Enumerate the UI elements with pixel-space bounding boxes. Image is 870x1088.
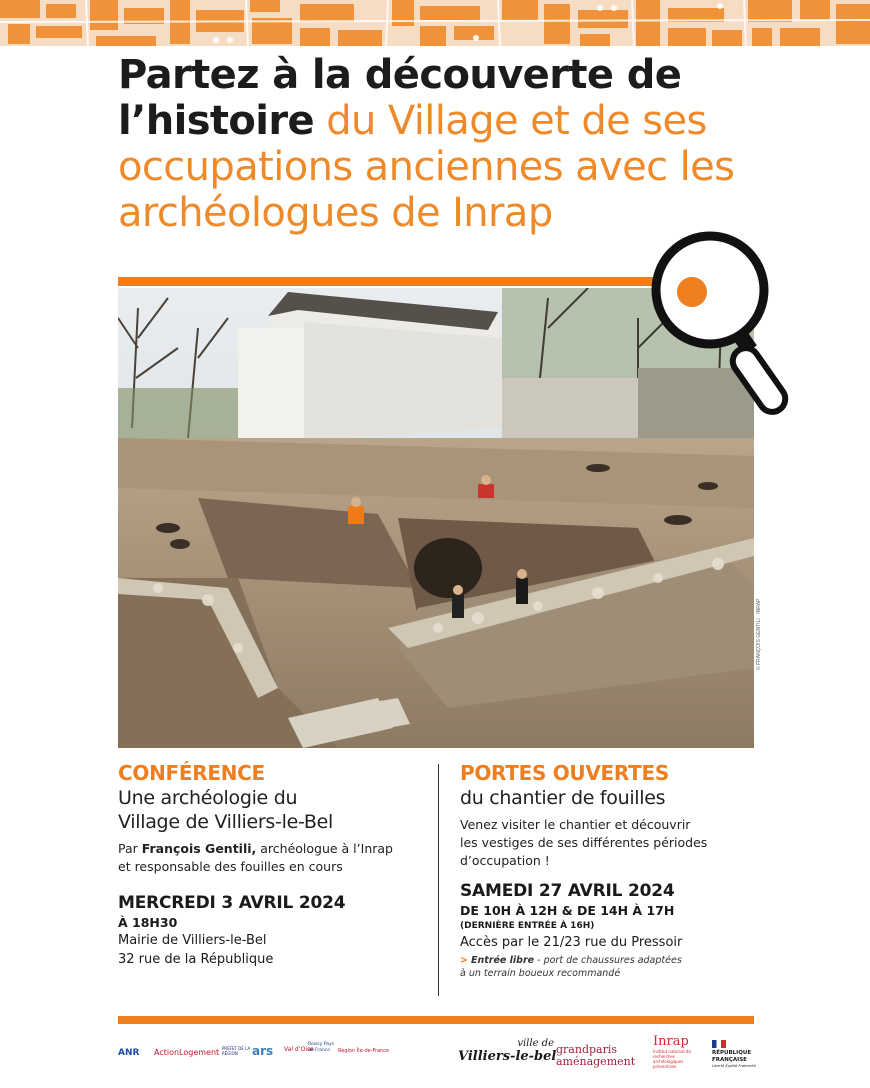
headline xyxy=(118,52,778,236)
open-days-date: SAMEDI 27 AVRIL 2024 xyxy=(460,881,675,901)
conference-place-line1: Mairie de Villiers-le-Bel xyxy=(118,933,267,948)
french-flag-icon xyxy=(712,1040,726,1048)
open-days-last-entry: (DERNIÈRE ENTRÉE À 16H) xyxy=(460,921,595,931)
open-days-section xyxy=(460,760,760,980)
conference-title: CONFÉRENCE xyxy=(118,761,265,785)
partner-logos xyxy=(118,1034,758,1084)
conference-subtitle-line2: Village de Villiers-le-Bel xyxy=(118,811,333,833)
open-days-title: PORTES OUVERTES xyxy=(460,761,669,785)
headline-bold: Partez à la découverte de l’histoire xyxy=(118,52,682,144)
orange-rule-bottom xyxy=(118,1016,754,1024)
inrap-wordmark: Inrap xyxy=(653,1034,689,1049)
republique-motto: Liberté Égalité Fraternité xyxy=(712,1064,756,1068)
conference-date: MERCREDI 3 AVRIL 2024 xyxy=(118,893,346,913)
headline-light: du Village et de ses occupations anciennes avec les archéologues de Inrap xyxy=(118,98,735,236)
conference-place-line2: 32 rue de la République xyxy=(118,952,274,967)
grandparis-line2: aménagement xyxy=(556,1055,636,1068)
by-suffix: archéologue à l’Inrap xyxy=(256,841,393,856)
note-arrow-icon: > xyxy=(460,955,468,966)
ville-line2: Villiers-le-bel xyxy=(458,1049,557,1064)
conference-section xyxy=(118,760,428,969)
conference-speaker-line2: et responsable des fouilles en cours xyxy=(118,859,343,874)
conference-time: À 18H30 xyxy=(118,915,178,930)
open-days-desc-line1: Venez visiter le chantier et découvrir xyxy=(460,817,691,832)
open-days-desc-line3: d’occupation ! xyxy=(460,853,550,868)
logo-action-logement: ActionLogement xyxy=(154,1048,220,1057)
logo-ville xyxy=(458,1038,557,1064)
note-free-entry: Entrée libre xyxy=(471,955,535,966)
open-days-note-line1 xyxy=(460,954,760,967)
logo-region: Région Île-de-France xyxy=(338,1048,390,1054)
open-days-access: Accès par le 21/23 rue du Pressoir xyxy=(460,935,683,950)
photo-credit: © FRANÇOIS GENTILI · INRAP xyxy=(756,598,762,670)
open-days-subtitle: du chantier de fouilles xyxy=(460,787,666,809)
logo-roissy: Roissy Pays de France xyxy=(308,1042,334,1053)
open-days-desc-line2: les vestiges de ses différentes périodes xyxy=(460,835,708,850)
conference-speaker-line1 xyxy=(118,840,428,858)
open-days-hours: DE 10H À 12H & DE 14H À 17H xyxy=(460,903,675,918)
city-map-banner xyxy=(0,0,870,46)
republique-line1: RÉPUBLIQUE xyxy=(712,1050,752,1056)
open-days-note-line2: à un terrain boueux recommandé xyxy=(460,968,621,979)
logo-val-doise: Val d’Oise xyxy=(284,1046,314,1053)
ville-line1: ville de xyxy=(517,1038,554,1049)
logo-inrap xyxy=(653,1034,701,1069)
note-rest: - port de chaussures adaptées xyxy=(534,955,682,966)
inrap-subtitle: Institut national de recherches archéologiques préventives xyxy=(653,1049,691,1069)
logo-grandparis xyxy=(556,1044,635,1068)
logo-ars: ars xyxy=(252,1044,274,1058)
logo-republique xyxy=(712,1040,756,1069)
logo-prefet: PRÉFET DE LA RÉGION xyxy=(222,1046,251,1056)
magnifier-icon xyxy=(648,226,798,426)
by-prefix: Par xyxy=(118,841,142,856)
logo-anr: ANR xyxy=(118,1048,140,1058)
republique-line2: FRANÇAISE xyxy=(712,1057,747,1063)
column-divider xyxy=(438,764,439,996)
conference-subtitle-line1: Une archéologie du xyxy=(118,787,298,809)
grandparis-line1: grandparis xyxy=(556,1043,618,1056)
speaker-name: François Gentili, xyxy=(141,841,257,856)
